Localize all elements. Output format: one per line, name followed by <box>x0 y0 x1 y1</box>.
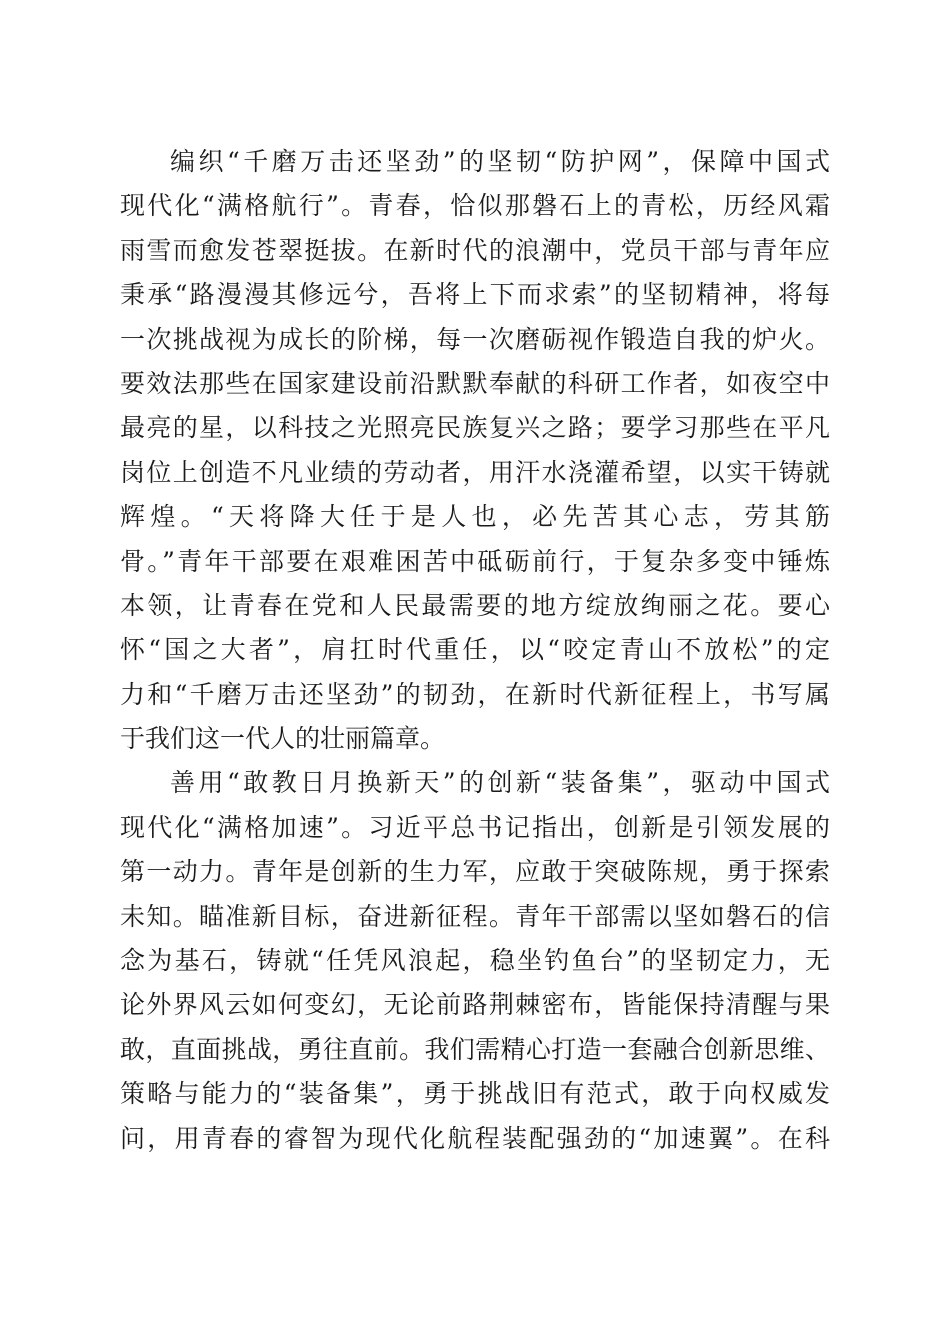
text-line: 策略与能力的“装备集”，勇于挑战旧有范式，敢于向权威发 <box>120 1079 830 1109</box>
paragraph-protection-net <box>120 140 830 761</box>
text-line: 本领，让青春在党和人民最需要的地方绽放绚丽之花。要心 <box>120 590 830 620</box>
paragraph-innovation-kit <box>120 761 830 1161</box>
text-line: 最亮的星，以科技之光照亮民族复兴之路；要学习那些在平凡 <box>120 413 830 443</box>
document-body <box>120 140 830 1161</box>
text-line: 骨。”青年干部要在艰难困苦中砥砺前行，于复杂多变中锤炼 <box>120 546 830 576</box>
text-line: 善用“敢教日月换新天”的创新“装备集”，驱动中国式 <box>170 768 830 798</box>
text-line: 现代化“满格加速”。习近平总书记指出，创新是引领发展的 <box>120 812 830 842</box>
text-line: 力和“千磨万击还坚劲”的韧劲，在新时代新征程上，书写属 <box>120 679 830 709</box>
text-line: 岗位上创造不凡业绩的劳动者，用汗水浇灌希望，以实干铸就 <box>120 457 830 487</box>
text-line: 现代化“满格航行”。青春，恰似那磐石上的青松，历经风霜 <box>120 191 830 221</box>
text-line: 论外界风云如何变幻，无论前路荆棘密布，皆能保持清醒与果 <box>120 990 830 1020</box>
text-line: 念为基石，铸就“任凭风浪起，稳坐钓鱼台”的坚韧定力，无 <box>120 946 830 976</box>
text-line: 辉煌。“天将降大任于是人也，必先苦其心志，劳其筋 <box>120 502 830 532</box>
text-line: 一次挑战视为成长的阶梯，每一次磨砺视作锻造自我的炉火。 <box>120 324 830 354</box>
text-line: 问，用青春的睿智为现代化航程装配强劲的“加速翼”。在科 <box>120 1123 830 1153</box>
text-line: 于我们这一代人的壮丽篇章。 <box>120 724 446 754</box>
text-line: 未知。瞄准新目标，奋进新征程。青年干部需以坚如磐石的信 <box>120 901 830 931</box>
text-line: 雨雪而愈发苍翠挺拔。在新时代的浪潮中，党员干部与青年应 <box>120 235 830 265</box>
text-line: 怀“国之大者”，肩扛时代重任，以“咬定青山不放松”的定 <box>120 635 830 665</box>
text-line: 第一动力。青年是创新的生力军，应敢于突破陈规，勇于探索 <box>120 857 830 887</box>
text-line: 敢，直面挑战，勇往直前。我们需精心打造一套融合创新思维、 <box>120 1034 830 1064</box>
text-line: 要效法那些在国家建设前沿默默奉献的科研工作者，如夜空中 <box>120 368 830 398</box>
text-line: 秉承“路漫漫其修远兮，吾将上下而求索”的坚韧精神，将每 <box>120 280 830 310</box>
text-line: 编织“千磨万击还坚劲”的坚韧“防护网”，保障中国式 <box>170 147 830 176</box>
